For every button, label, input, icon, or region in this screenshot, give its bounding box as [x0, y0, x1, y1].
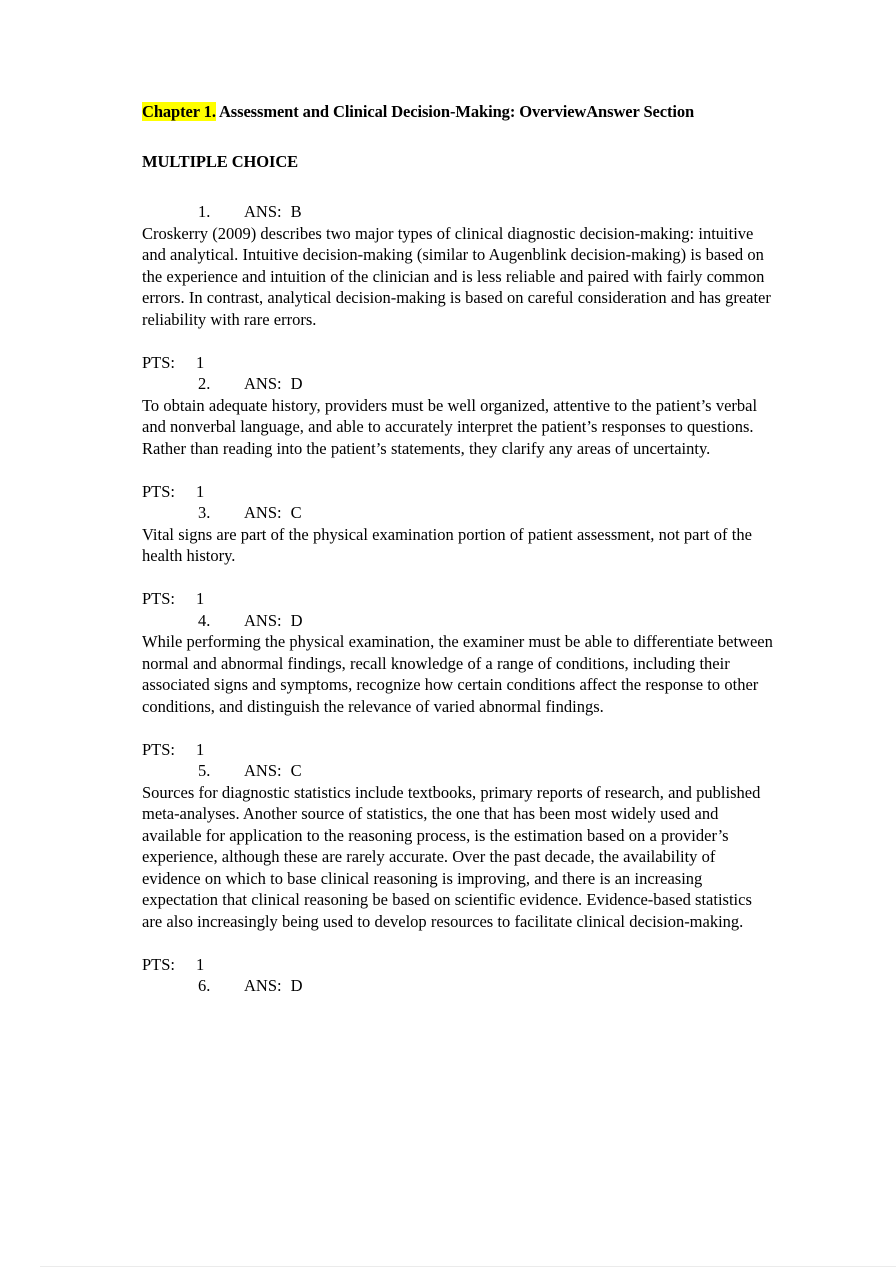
spacer — [142, 567, 787, 589]
answer-line — [142, 502, 787, 524]
ans-value: C — [290, 503, 302, 522]
spacer — [142, 932, 787, 954]
answer-item — [142, 502, 787, 610]
pts-value: 1 — [196, 481, 205, 501]
answer-item — [142, 760, 787, 975]
question-number: 3. — [198, 503, 211, 522]
question-number: 5. — [198, 761, 211, 780]
pts-line — [142, 954, 787, 976]
answer-line — [142, 373, 787, 395]
pts-label: PTS: — [142, 352, 176, 372]
answer-item — [142, 373, 787, 502]
pts-label: PTS: — [142, 954, 176, 974]
pts-label: PTS: — [142, 481, 176, 501]
question-number: 1. — [198, 202, 211, 221]
answer-item — [142, 610, 787, 761]
pts-value: 1 — [196, 589, 205, 608]
rationale-text: Vital signs are part of the physical examination portion of patient assessment, not part of the health history. — [142, 524, 752, 565]
ans-value: D — [290, 374, 303, 393]
answer-line — [142, 975, 787, 997]
answer-item — [142, 201, 787, 373]
pts-line — [142, 739, 787, 761]
pts-value: 1 — [196, 739, 205, 759]
pts-value: 1 — [196, 352, 205, 372]
pts-line — [142, 588, 787, 610]
pts-label: PTS: — [142, 739, 176, 759]
spacer — [142, 330, 787, 352]
question-number: 6. — [198, 976, 211, 995]
ans-value: B — [290, 202, 302, 221]
rationale-text: Croskerry (2009) describes two major types of clinical diagnostic decision-making: intuitive and analytical. Intuitive decision-making (similar to Augenblink decision-making) is based on the experience and intuition of the clinician and is less reliable and paired with fairly common errors. In contrast, analytical decision-making is based on careful consideration and has greater reliability with rare errors. — [142, 223, 771, 329]
chapter-highlight: Chapter 1. — [142, 102, 216, 121]
document-content — [142, 101, 787, 997]
question-number: 4. — [198, 610, 211, 630]
ans-label: ANS: — [244, 761, 282, 780]
ans-value: D — [290, 976, 303, 995]
spacer — [142, 172, 787, 201]
section-heading-multiple-choice: MULTIPLE CHOICE — [142, 152, 299, 171]
answer-item — [142, 975, 787, 997]
ans-value: D — [290, 610, 303, 630]
spacer — [142, 459, 787, 481]
page-bottom-rule — [40, 1266, 896, 1267]
spacer — [142, 122, 787, 151]
answer-line — [142, 760, 787, 782]
page-title — [142, 101, 787, 122]
pts-line — [142, 481, 787, 503]
rationale-text: To obtain adequate history, providers must be well organized, attentive to the patient’s verbal and nonverbal language, and able to accurately interpret the patient’s responses to questions. Rather than reading into the patient’s statements, they clarify any areas of uncertainty. — [142, 395, 758, 458]
pts-line — [142, 352, 787, 374]
ans-value: C — [290, 761, 302, 780]
page-title-rest: Assessment and Clinical Decision-Making: OverviewAnswer Section — [215, 102, 695, 121]
ans-label: ANS: — [244, 374, 282, 393]
ans-label: ANS: — [244, 202, 282, 221]
pts-value: 1 — [196, 954, 205, 974]
question-number: 2. — [198, 374, 211, 393]
ans-label: ANS: — [244, 610, 282, 630]
rationale-text: While performing the physical examination, the examiner must be able to differentiate between normal and abnormal findings, recall knowledge of a range of conditions, including their associated signs and symptoms, recognize how certain conditions affect the response to other conditions, and distinguish the relevance of varied abnormal findings. — [142, 632, 773, 716]
answer-line — [142, 201, 787, 223]
rationale-text: Sources for diagnostic statistics include textbooks, primary reports of research, and published meta-analyses. Another source of statistics, the one that has been most widely used and available for application to the reasoning process, is the estimation based on a provider’s experience, although these are rarely accurate. Over the past decade, the availability of evidence on which to base clinical reasoning is improving, and there is an increasing expectation that clinical reasoning be based on scientific evidence. Evidence-based statistics are also increasingly being used to develop resources to facilitate clinical decision-making. — [142, 782, 761, 931]
answer-line — [142, 610, 787, 632]
ans-label: ANS: — [244, 503, 282, 522]
ans-label: ANS: — [244, 976, 282, 995]
spacer — [142, 717, 787, 739]
pts-label: PTS: — [142, 589, 176, 608]
